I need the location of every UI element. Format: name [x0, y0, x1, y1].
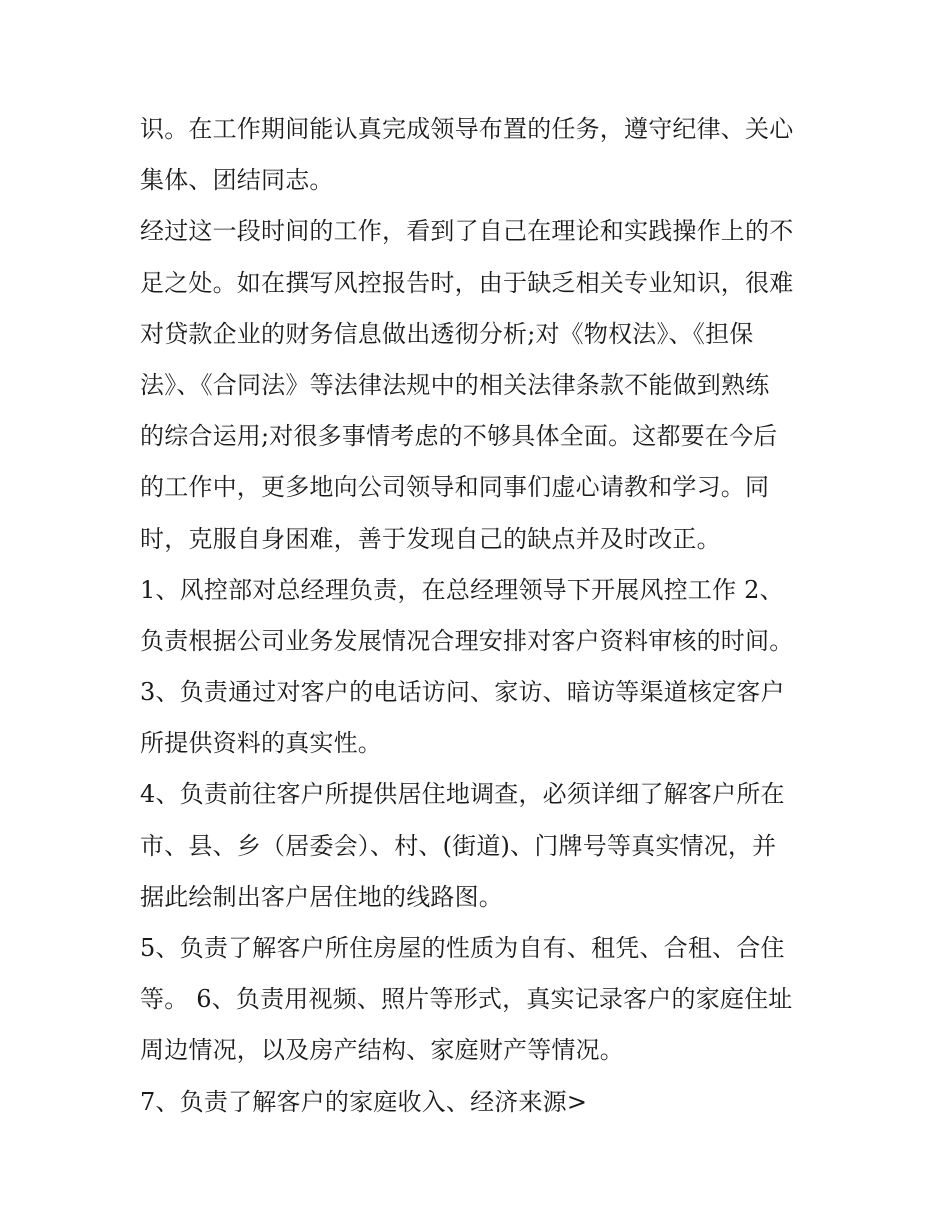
text-line: 的综合运用;对很多事情考虑的不够具体全面。这都要在今后 — [140, 422, 778, 451]
text-line: 4、负责前往客户所提供居住地调查，必须详细了解客户所在 — [140, 780, 785, 809]
text-line: 7、负责了解客户的家庭收入、经济来源> — [140, 1087, 588, 1116]
text-line: 周边情况，以及房产结构、家庭财产等情况。 — [140, 1036, 624, 1065]
text-line: 5、负责了解客户所住房屋的性质为自有、租凭、合租、合住 — [140, 934, 785, 962]
text-line: 市、县、乡（居委会）、村、(街道)、门牌号等真实情况，并 — [140, 831, 777, 860]
text-line: 3、负责通过对客户的电话访问、家访、暗访等渠道核定客户 — [140, 678, 785, 707]
text-line: 1、风控部对总经理负责，在总经理领导下开展风控工作 2、 — [140, 575, 784, 604]
text-line: 所提供资料的真实性。 — [140, 729, 382, 758]
text-line: 识。在工作期间能认真完成领导布置的任务，遵守纪律、关心 — [140, 115, 794, 143]
text-line: 足之处。如在撰写风控报告时，由于缺乏相关专业知识，很难 — [140, 268, 794, 297]
text-line: 据此绘制出客户居住地的线路图。 — [140, 882, 503, 911]
text-line: 经过这一段时间的工作，看到了自己在理论和实践操作上的不 — [140, 217, 794, 246]
text-line: 对贷款企业的财务信息做出透彻分析;对《物权法》、《担保 — [140, 319, 754, 348]
text-line: 法》、《合同法》等法律法规中的相关法律条款不能做到熟练 — [140, 370, 770, 399]
text-line: 时，克服自身困难，善于发现自己的缺点并及时改正。 — [140, 524, 721, 553]
document-body — [140, 104, 830, 1128]
text-line: 等。 6、负责用视频、照片等形式，真实记录客户的家庭住址 — [140, 985, 793, 1014]
text-line: 集体、团结同志。 — [140, 166, 334, 195]
text-line: 的工作中，更多地向公司领导和同事们虚心请教和学习。同 — [140, 473, 770, 502]
text-line: 负责根据公司业务发展情况合理安排对客户资料审核的时间。 — [140, 626, 794, 655]
